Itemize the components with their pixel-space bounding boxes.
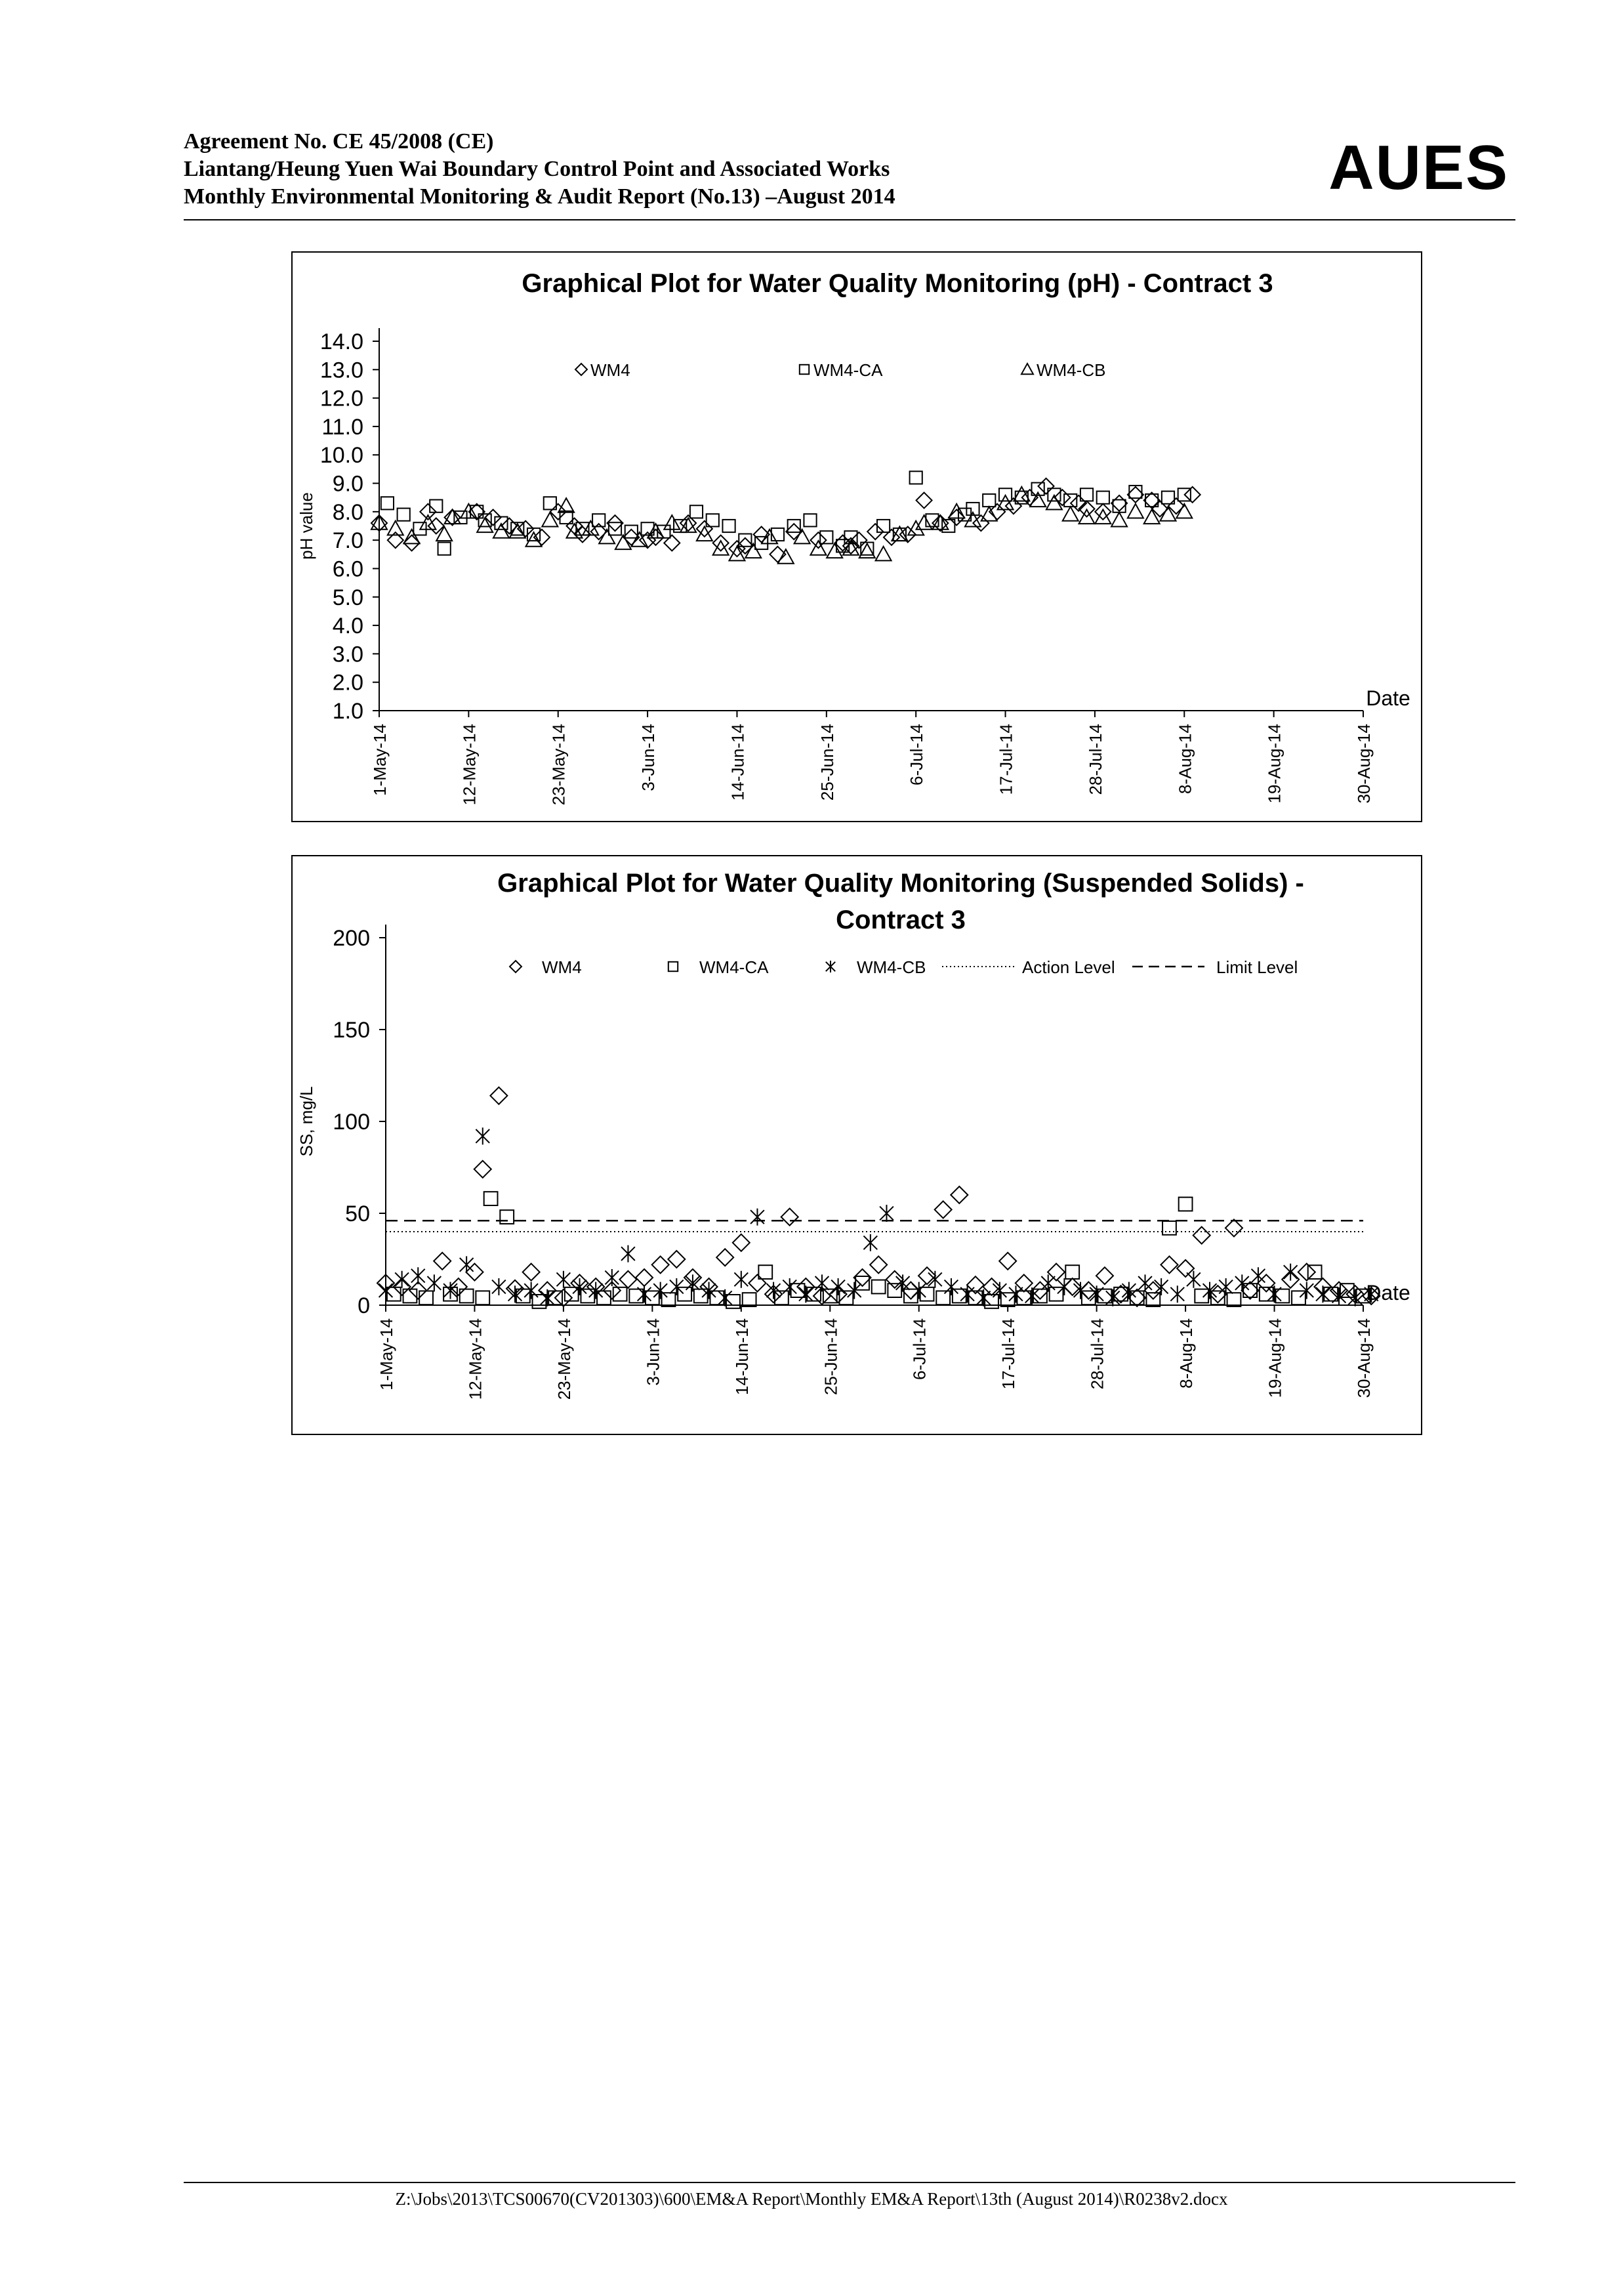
- data-point-wm4-cb: [697, 526, 712, 541]
- chart-title: Graphical Plot for Water Quality Monitoring (Suspended Solids) -: [497, 869, 1304, 898]
- data-point-wm4-ca: [722, 520, 735, 532]
- data-point-wm4-cb: [557, 1271, 571, 1288]
- data-point-wm4-cb: [379, 1282, 393, 1299]
- data-point-wm4-cb: [863, 1234, 877, 1251]
- data-point-wm4-ca: [419, 1291, 433, 1305]
- data-point-wm4-cb: [1284, 1264, 1298, 1281]
- data-point-wm4: [555, 1289, 572, 1306]
- x-axis-title: Date: [1366, 686, 1410, 710]
- data-point-wm4: [729, 541, 745, 556]
- data-point-wm4: [668, 1251, 685, 1268]
- data-point-wm4: [1177, 1260, 1194, 1277]
- data-point-wm4: [1054, 490, 1070, 505]
- data-point-wm4-cb: [778, 549, 794, 564]
- x-tick-label: 14-Jun-14: [728, 724, 748, 801]
- data-point-wm4-cb: [908, 521, 924, 535]
- data-point-wm4-ca: [625, 526, 638, 538]
- ph-chart: [291, 251, 1422, 822]
- data-point-wm4: [1016, 1274, 1033, 1291]
- data-point-wm4-ca: [500, 1210, 514, 1224]
- y-tick-label: 7.0: [332, 528, 363, 554]
- data-point-wm4-ca: [1097, 491, 1109, 504]
- y-tick-label: 12.0: [319, 386, 363, 411]
- x-tick-label: 8-Aug-14: [1176, 1318, 1197, 1388]
- y-tick-label: 200: [333, 926, 370, 951]
- data-point-wm4-cb: [664, 515, 680, 530]
- data-point-wm4-cb: [880, 1205, 894, 1222]
- x-tick-label: 28-Jul-14: [1087, 1318, 1107, 1390]
- data-point-wm4: [1185, 487, 1201, 503]
- agreement-number: Agreement No. CE 45/2008 (CE): [184, 129, 494, 154]
- x-tick-label: 30-Aug-14: [1354, 1318, 1374, 1398]
- data-point-wm4-cb: [750, 1209, 764, 1226]
- data-point-wm4-ca: [820, 531, 832, 543]
- y-tick-label: 6.0: [332, 556, 363, 582]
- legend-label-wm4-cb: WM4-CB: [857, 957, 926, 977]
- data-point-wm4-cb: [427, 1274, 441, 1291]
- header-divider: [184, 219, 1515, 220]
- data-point-wm4: [1298, 1264, 1315, 1281]
- data-point-wm4-ca: [662, 1293, 676, 1306]
- aues-logo: AUES: [1328, 133, 1509, 203]
- data-point-wm4: [1096, 1267, 1113, 1284]
- y-tick-label: 3.0: [332, 642, 363, 667]
- data-point-wm4: [523, 1264, 540, 1281]
- legend-marker-wm4-ca: [668, 962, 678, 971]
- legend-label-wm4-ca: WM4-CA: [813, 360, 883, 380]
- data-point-wm4: [1048, 1264, 1065, 1281]
- x-tick-label: 6-Jul-14: [907, 724, 927, 785]
- data-point-wm4-cb: [783, 1278, 796, 1295]
- x-tick-label: 30-Aug-14: [1354, 724, 1374, 804]
- data-point-wm4-cb: [1014, 487, 1029, 501]
- data-point-wm4-cb: [1316, 1285, 1330, 1303]
- data-point-wm4-ca: [983, 494, 995, 507]
- legend-label-wm4-cb: WM4-CB: [1037, 360, 1106, 380]
- data-point-wm4-cb: [1138, 1274, 1152, 1291]
- y-tick-label: 1.0: [332, 699, 363, 724]
- x-tick-label: 14-Jun-14: [731, 1318, 752, 1396]
- data-point-wm4-cb: [567, 524, 583, 538]
- data-point-wm4-cb: [477, 518, 493, 533]
- data-point-wm4-cb: [492, 1278, 506, 1295]
- data-point-wm4-cb: [916, 515, 932, 530]
- data-point-wm4-cb: [965, 512, 981, 527]
- chart-title: Graphical Plot for Water Quality Monitoring (pH) - Contract 3: [522, 269, 1273, 298]
- y-axis-title: pH value: [297, 492, 316, 560]
- data-point-wm4: [781, 1209, 798, 1226]
- data-point-wm4-cb: [876, 547, 892, 561]
- legend-marker-wm4: [510, 961, 522, 972]
- y-axis-title: SS, mg/L: [297, 1086, 316, 1157]
- x-tick-label: 1-May-14: [370, 724, 390, 796]
- legend-marker-wm4-cb: [1021, 364, 1033, 374]
- data-point-wm4: [567, 518, 583, 534]
- data-point-wm4-ca: [804, 514, 816, 526]
- x-tick-label: 12-May-14: [465, 1318, 485, 1400]
- data-point-wm4-cb: [395, 1271, 409, 1288]
- data-point-wm4: [1111, 495, 1127, 511]
- data-point-wm4-cb: [718, 1289, 732, 1306]
- data-point-wm4-cb: [542, 512, 558, 527]
- data-point-wm4: [733, 1234, 750, 1251]
- y-tick-label: 5.0: [332, 585, 363, 610]
- data-point-wm4-cb: [1111, 512, 1127, 527]
- data-point-wm4-ca: [926, 514, 938, 526]
- data-point-wm4-cb: [827, 543, 842, 558]
- ss-chart-svg: [293, 856, 1421, 1434]
- data-point-wm4: [434, 1253, 451, 1270]
- data-point-wm4-ca: [430, 500, 442, 512]
- data-point-wm4: [749, 1274, 766, 1291]
- data-point-wm4: [716, 1249, 733, 1266]
- data-point-wm4-cb: [436, 526, 452, 541]
- data-point-wm4-ca: [438, 543, 451, 555]
- x-tick-label: 23-May-14: [548, 724, 569, 806]
- y-tick-label: 100: [333, 1110, 370, 1135]
- data-point-wm4-cb: [1095, 510, 1111, 524]
- data-point-wm4: [854, 1269, 871, 1286]
- data-point-wm4-cb: [638, 1285, 651, 1303]
- x-tick-label: 17-Jul-14: [998, 1318, 1019, 1390]
- data-point-wm4-cb: [524, 1282, 538, 1299]
- y-tick-label: 50: [345, 1201, 370, 1226]
- x-tick-label: 19-Aug-14: [1264, 724, 1284, 804]
- data-point-wm4: [916, 493, 932, 509]
- y-tick-label: 0: [358, 1293, 370, 1318]
- report-header: [184, 129, 1515, 220]
- data-point-wm4-ca: [476, 1291, 489, 1305]
- file-path: Z:\Jobs\2013\TCS00670(CV201303)\600\EM&A Report\Monthly EM&A Report\13th (August 2014)\R0238v2.docx: [395, 2189, 1228, 2209]
- data-point-wm4-ca: [1162, 1221, 1176, 1235]
- data-point-wm4: [1095, 504, 1111, 520]
- data-point-wm4: [1161, 1256, 1178, 1273]
- y-tick-label: 10.0: [319, 443, 363, 469]
- data-point-wm4: [501, 518, 517, 534]
- data-point-wm4-cb: [1332, 1287, 1346, 1305]
- x-tick-label: 23-May-14: [554, 1318, 574, 1400]
- data-point-wm4-ca: [904, 1289, 918, 1303]
- x-tick-label: 3-Jun-14: [643, 1318, 663, 1386]
- footer-divider: [184, 2182, 1515, 2183]
- data-point-wm4-cb: [932, 515, 948, 530]
- data-point-wm4-cb: [460, 1256, 474, 1273]
- data-point-wm4-cb: [621, 1245, 635, 1263]
- data-point-wm4-cb: [799, 1285, 813, 1303]
- data-point-wm4: [619, 1271, 636, 1288]
- x-tick-label: 12-May-14: [459, 724, 480, 806]
- y-tick-label: 14.0: [319, 329, 363, 354]
- x-axis-title: Date: [1366, 1281, 1410, 1305]
- data-point-wm4: [1225, 1219, 1243, 1236]
- data-point-wm4-ca: [771, 528, 784, 541]
- data-point-wm4-cb: [558, 498, 574, 512]
- data-point-wm4: [870, 1256, 887, 1273]
- legend-action-label: Action Level: [1022, 957, 1115, 977]
- data-point-wm4-cb: [993, 1282, 1006, 1299]
- data-point-wm4-cb: [960, 1285, 974, 1303]
- chart-title: Contract 3: [836, 906, 966, 934]
- report-title: Monthly Environmental Monitoring & Audit Report (No.13) –August 2014: [184, 184, 895, 209]
- x-tick-label: 6-Jul-14: [909, 1318, 930, 1380]
- data-point-wm4-cb: [1106, 1289, 1120, 1306]
- legend-marker-wm4-cb: [826, 961, 835, 972]
- data-point-wm4-ca: [609, 522, 621, 535]
- project-title: Liantang/Heung Yuen Wai Boundary Control Point and Associated Works: [184, 157, 890, 181]
- data-point-wm4-cb: [713, 541, 729, 555]
- data-point-wm4-ca: [398, 509, 410, 521]
- data-point-wm4-cb: [541, 1289, 554, 1306]
- data-point-wm4: [951, 1186, 968, 1203]
- x-tick-label: 17-Jul-14: [996, 724, 1016, 795]
- data-point-wm4-cb: [734, 1271, 748, 1288]
- data-point-wm4-cb: [508, 1285, 522, 1303]
- data-point-wm4-cb: [831, 1278, 845, 1295]
- data-point-wm4-ca: [1064, 494, 1077, 507]
- data-point-wm4-cb: [443, 1282, 457, 1299]
- y-tick-label: 8.0: [332, 499, 363, 525]
- data-point-wm4-cb: [411, 1267, 425, 1284]
- data-point-wm4: [1038, 478, 1054, 494]
- data-point-wm4: [1128, 487, 1143, 503]
- x-tick-label: 8-Aug-14: [1175, 724, 1195, 794]
- data-point-wm4-ca: [1260, 1287, 1273, 1301]
- legend-label-wm4: WM4: [590, 360, 630, 380]
- data-point-wm4-ca: [381, 497, 394, 509]
- legend-marker-wm4-ca: [800, 365, 809, 374]
- y-tick-label: 4.0: [332, 614, 363, 639]
- data-point-wm4-ca: [910, 471, 922, 484]
- data-point-wm4-ca: [807, 1287, 821, 1301]
- data-point-wm4-ca: [1227, 1293, 1241, 1306]
- data-point-wm4-cb: [1090, 1285, 1103, 1303]
- data-point-wm4-cb: [605, 1269, 619, 1286]
- data-point-wm4-cb: [1144, 510, 1160, 524]
- legend-label-wm4-ca: WM4-CA: [699, 957, 769, 977]
- x-tick-label: 3-Jun-14: [638, 724, 659, 791]
- data-point-wm4: [1193, 1227, 1210, 1244]
- x-tick-label: 28-Jul-14: [1085, 724, 1105, 795]
- data-point-wm4-cb: [1128, 504, 1143, 518]
- legend-limit-label: Limit Level: [1216, 957, 1298, 977]
- y-tick-label: 150: [333, 1018, 370, 1043]
- data-point-wm4-cb: [1030, 493, 1046, 507]
- data-point-wm4-ca: [1065, 1265, 1079, 1279]
- data-point-wm4: [999, 1253, 1016, 1270]
- data-point-wm4-ca: [936, 1291, 950, 1305]
- x-tick-label: 25-Jun-14: [821, 1318, 841, 1396]
- data-point-wm4-ca: [758, 1265, 772, 1279]
- ph-chart-svg: [293, 253, 1421, 821]
- data-point-wm4-ca: [877, 520, 890, 532]
- data-point-wm4-ca: [690, 505, 703, 518]
- data-point-wm4-ca: [743, 1293, 756, 1306]
- legend-marker-wm4: [575, 364, 587, 375]
- data-point-wm4-ca: [1195, 1289, 1208, 1303]
- data-point-wm4-cb: [729, 547, 745, 561]
- data-point-wm4-ca: [1033, 1289, 1047, 1303]
- y-tick-label: 11.0: [321, 414, 363, 440]
- data-point-wm4-cb: [1252, 1267, 1265, 1284]
- data-point-wm4: [1144, 493, 1160, 509]
- data-point-wm4-ca: [1001, 1293, 1015, 1306]
- data-point-wm4-ca: [1179, 1198, 1193, 1211]
- data-point-wm4: [636, 1269, 653, 1286]
- data-point-wm4-ca: [872, 1280, 886, 1294]
- x-tick-label: 25-Jun-14: [817, 724, 837, 801]
- data-point-wm4: [490, 1087, 507, 1104]
- data-point-wm4-ca: [484, 1192, 498, 1205]
- data-point-wm4-cb: [928, 1271, 942, 1288]
- x-tick-label: 19-Aug-14: [1265, 1318, 1285, 1398]
- data-point-wm4-cb: [476, 1127, 489, 1144]
- y-tick-label: 2.0: [332, 670, 363, 696]
- data-point-wm4: [935, 1201, 952, 1218]
- y-tick-label: 9.0: [332, 471, 363, 497]
- data-point-wm4: [445, 510, 461, 526]
- data-point-wm4: [474, 1161, 491, 1178]
- ss-chart: [291, 855, 1422, 1435]
- data-point-wm4-cb: [1170, 1285, 1184, 1303]
- data-point-wm4: [697, 521, 712, 537]
- data-point-wm4: [652, 1256, 669, 1273]
- x-tick-label: 1-May-14: [377, 1318, 396, 1390]
- data-point-wm4: [713, 535, 729, 551]
- data-point-wm4-ca: [788, 520, 800, 532]
- legend-label-wm4: WM4: [542, 957, 582, 977]
- y-tick-label: 13.0: [319, 358, 363, 383]
- data-point-wm4-cb: [945, 1278, 958, 1295]
- data-point-wm4: [932, 515, 948, 531]
